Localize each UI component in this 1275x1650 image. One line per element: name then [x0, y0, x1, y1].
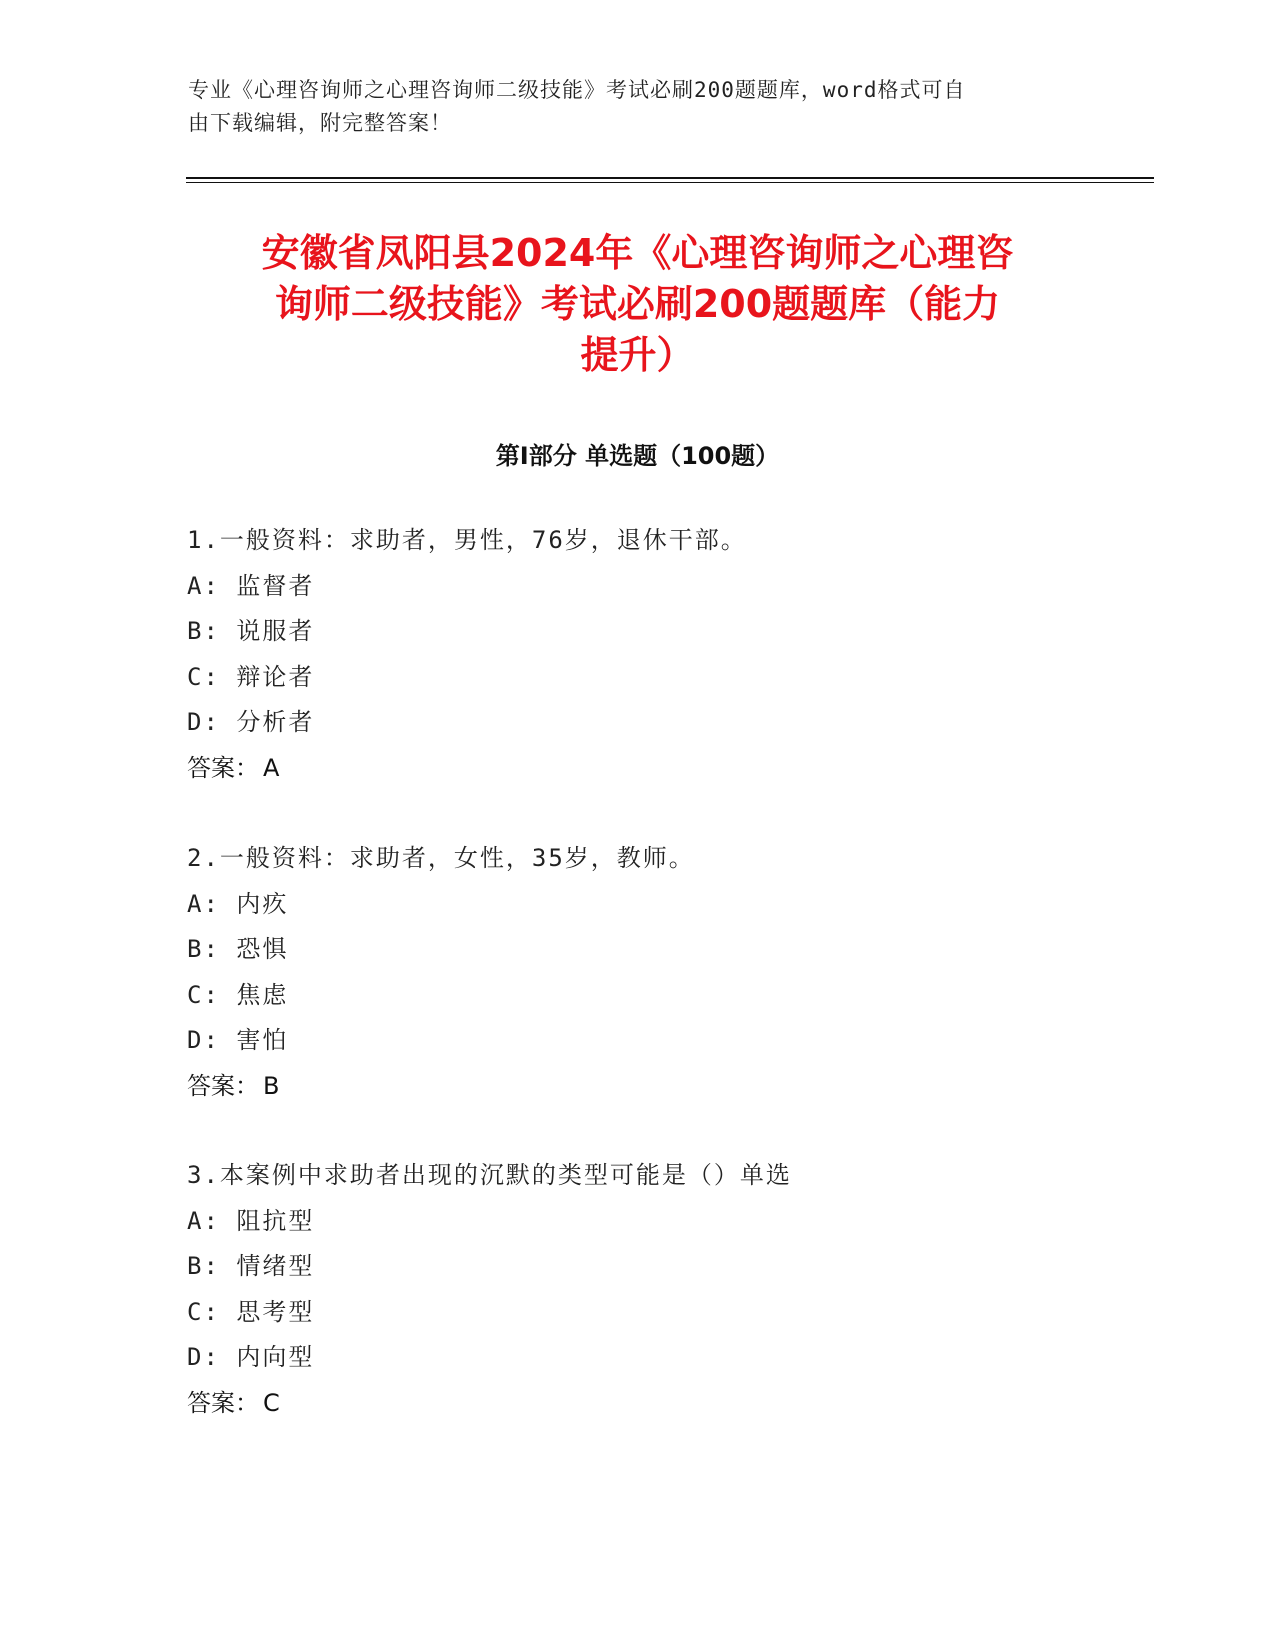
question-stem: 2.一般资料：求助者，女性，35岁，教师。: [187, 844, 695, 872]
answer-value: A: [263, 753, 280, 782]
document-title-line-2: 询师二级技能》考试必刷200题题库（能力: [274, 282, 1001, 326]
option-d: D: 分析者: [187, 708, 315, 736]
option-b: B: 说服者: [187, 617, 315, 645]
option-c: C: 焦虑: [187, 980, 289, 1009]
answer-line: [187, 1381, 1147, 1427]
answer-label: 答案：: [187, 1071, 259, 1100]
answer-value: B: [263, 1071, 280, 1100]
header-note-line-2: 由下载编辑，附完整答案！: [188, 111, 452, 135]
question-stem: 3.本案例中求助者出现的沉默的类型可能是（）单选: [187, 1161, 792, 1189]
header-divider-thin: [186, 182, 1154, 183]
option-a: A: 内疚: [187, 889, 289, 918]
option-d: D: 害怕: [187, 1026, 289, 1054]
document-title: [150, 228, 1125, 381]
option-c: C: 思考型: [187, 1297, 315, 1326]
answer-line: [187, 746, 1147, 792]
option-a: A: 阻抗型: [187, 1206, 315, 1235]
option-c: C: 辩论者: [187, 662, 315, 691]
header-divider-thick: [186, 177, 1154, 179]
answer-line: [187, 1064, 1147, 1110]
header-note: [188, 74, 1088, 140]
option-d: D: 内向型: [187, 1343, 315, 1371]
question-1: [187, 518, 1147, 791]
answer-label: 答案：: [187, 753, 259, 782]
header-note-line-1: 专业《心理咨询师之心理咨询师二级技能》考试必刷200题题库，word格式可自: [188, 78, 966, 102]
answer-value: C: [263, 1388, 280, 1417]
document-title-line-3: 提升）: [580, 333, 695, 377]
section-heading: 第Ⅰ部分 单选题（100题）: [495, 442, 780, 470]
option-b: B: 恐惧: [187, 935, 289, 963]
option-b: B: 情绪型: [187, 1252, 315, 1280]
question-3: [187, 1153, 1147, 1426]
answer-label: 答案：: [187, 1388, 259, 1417]
question-stem: 1.一般资料：求助者，男性，76岁，退休干部。: [187, 526, 747, 554]
option-a: A: 监督者: [187, 571, 315, 600]
document-title-line-1: 安徽省凤阳县2024年《心理咨询师之心理咨: [261, 231, 1014, 275]
question-2: [187, 836, 1147, 1109]
